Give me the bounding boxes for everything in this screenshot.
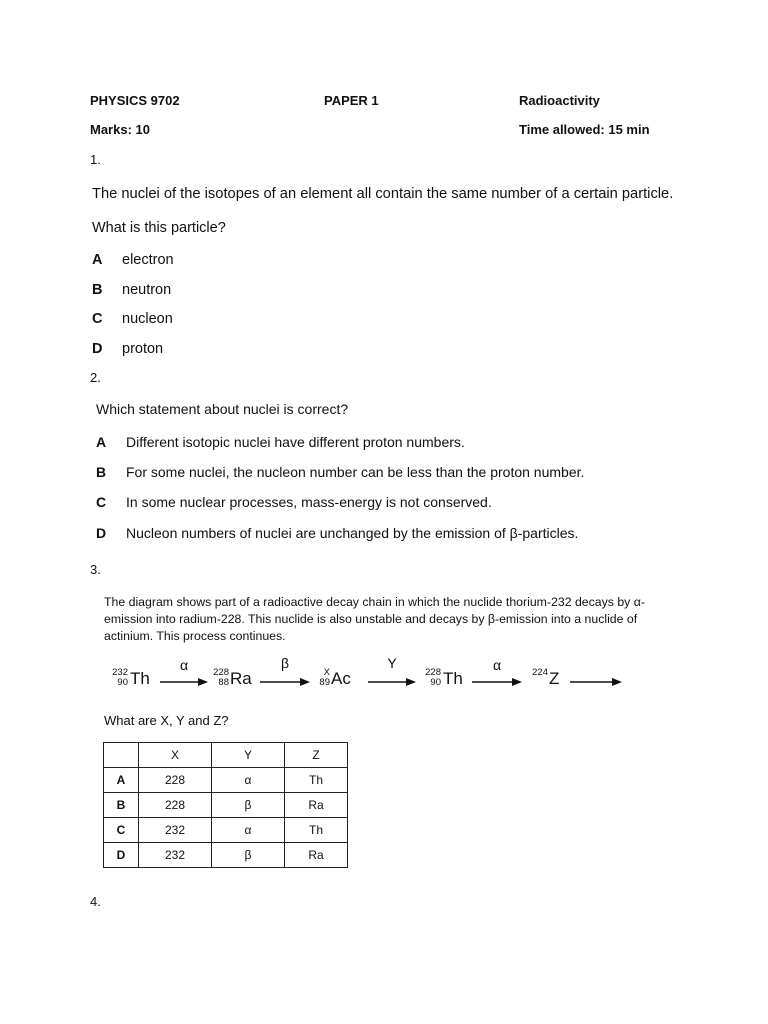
- ac-mass-number: X: [323, 667, 330, 678]
- table-row: [104, 843, 348, 868]
- ra228-atomic-number: 88: [218, 677, 229, 688]
- arrow-right-icon: [368, 676, 416, 688]
- table-cell: A: [104, 768, 139, 793]
- option-text: Different isotopic nuclei have different proton numbers.: [126, 434, 465, 450]
- question-1-option-d: [92, 341, 163, 357]
- question-1-option-a: [92, 252, 174, 268]
- th232-symbol: Th: [130, 669, 150, 688]
- decay-chain-diagram: [110, 655, 630, 695]
- question-1-number: 1.: [90, 152, 101, 167]
- question-2-option-a: [96, 434, 465, 450]
- ac-atomic-number: 89: [319, 677, 330, 688]
- ra228-mass-number: 228: [213, 667, 229, 678]
- option-letter: B: [92, 282, 103, 298]
- table-cell: β: [212, 793, 285, 818]
- table-cell: Th: [285, 818, 348, 843]
- option-text: neutron: [122, 282, 172, 298]
- option-text: Nucleon numbers of nuclei are unchanged by the emission of β-particles.: [126, 525, 579, 541]
- arrow-right-icon: [472, 676, 522, 688]
- question-1-option-b: [92, 282, 171, 298]
- arrow-label: β: [280, 655, 290, 671]
- question-3-number: 3.: [90, 562, 101, 577]
- table-cell: Ra: [285, 793, 348, 818]
- option-letter: C: [96, 494, 107, 510]
- question-2-option-d: [96, 525, 578, 541]
- th228-atomic-number: 90: [430, 677, 441, 688]
- table-row: [104, 768, 348, 793]
- arrow-right-icon: [260, 676, 310, 688]
- table-cell: 228: [139, 793, 212, 818]
- arrow-label: α: [179, 657, 189, 673]
- z224-mass-number: 224: [532, 667, 548, 678]
- question-1-option-c: [92, 311, 173, 327]
- question-1-text: The nuclei of the isotopes of an element all contain the same number of a certain particle.: [92, 186, 674, 202]
- table-cell: Ra: [285, 843, 348, 868]
- arrow-label: Y: [387, 655, 397, 671]
- table-header-cell: Y: [212, 743, 285, 768]
- arrow-label: α: [492, 657, 502, 673]
- th228-symbol: Th: [443, 669, 463, 688]
- question-3-text: The diagram shows part of a radioactive decay chain in which the nuclide thorium-232 decays by α-emission into radium-228. This nuclide is also unstable and decays by β-emission into a nuclide of actinium. This process continues.: [104, 595, 645, 643]
- ac-symbol: Ac: [331, 669, 351, 688]
- question-2-option-b: [96, 464, 584, 480]
- option-letter: D: [92, 341, 103, 357]
- option-text: electron: [122, 252, 174, 268]
- subject-code: PHYSICS 9702: [90, 93, 180, 108]
- table-cell: 232: [139, 818, 212, 843]
- arrow-right-icon: [160, 676, 208, 688]
- question-4-number: 4.: [90, 894, 101, 909]
- paper-label: PAPER 1: [324, 93, 379, 108]
- table-row: [104, 818, 348, 843]
- th228-mass-number: 228: [425, 667, 441, 678]
- topic-label: Radioactivity: [519, 93, 600, 108]
- marks-label: Marks: 10: [90, 122, 150, 137]
- question-2-option-c: [96, 494, 492, 510]
- th232-mass-number: 232: [112, 667, 128, 678]
- table-cell: D: [104, 843, 139, 868]
- table-cell: β: [212, 843, 285, 868]
- table-cell: Th: [285, 768, 348, 793]
- option-letter: A: [92, 252, 103, 268]
- table-header-cell: X: [139, 743, 212, 768]
- table-cell: α: [212, 768, 285, 793]
- table-cell: C: [104, 818, 139, 843]
- question-3-prompt: What are X, Y and Z?: [104, 713, 229, 728]
- option-letter: D: [96, 525, 107, 541]
- table-header-cell: Z: [285, 743, 348, 768]
- question-1-prompt: What is this particle?: [92, 220, 226, 236]
- option-letter: A: [96, 434, 107, 450]
- arrow-right-icon: [570, 676, 622, 688]
- option-text: In some nuclear processes, mass-energy is not conserved.: [126, 494, 492, 510]
- ra228-symbol: Ra: [230, 669, 252, 688]
- table-cell: B: [104, 793, 139, 818]
- z224-symbol: Z: [549, 669, 560, 688]
- option-text: proton: [122, 341, 164, 357]
- table-header-cell: [104, 743, 139, 768]
- table-cell: 228: [139, 768, 212, 793]
- option-text: For some nuclei, the nucleon number can be less than the proton number.: [126, 464, 585, 480]
- option-letter: C: [92, 311, 103, 327]
- question-2-number: 2.: [90, 370, 101, 385]
- option-text: nucleon: [122, 311, 173, 327]
- time-allowed: Time allowed: 15 min: [519, 122, 650, 137]
- th232-atomic-number: 90: [117, 677, 128, 688]
- table-header-row: [104, 743, 348, 768]
- table-row: [104, 793, 348, 818]
- table-cell: α: [212, 818, 285, 843]
- answer-table: [103, 742, 348, 868]
- option-letter: B: [96, 464, 107, 480]
- question-2-text: Which statement about nuclei is correct?: [96, 401, 349, 417]
- table-cell: 232: [139, 843, 212, 868]
